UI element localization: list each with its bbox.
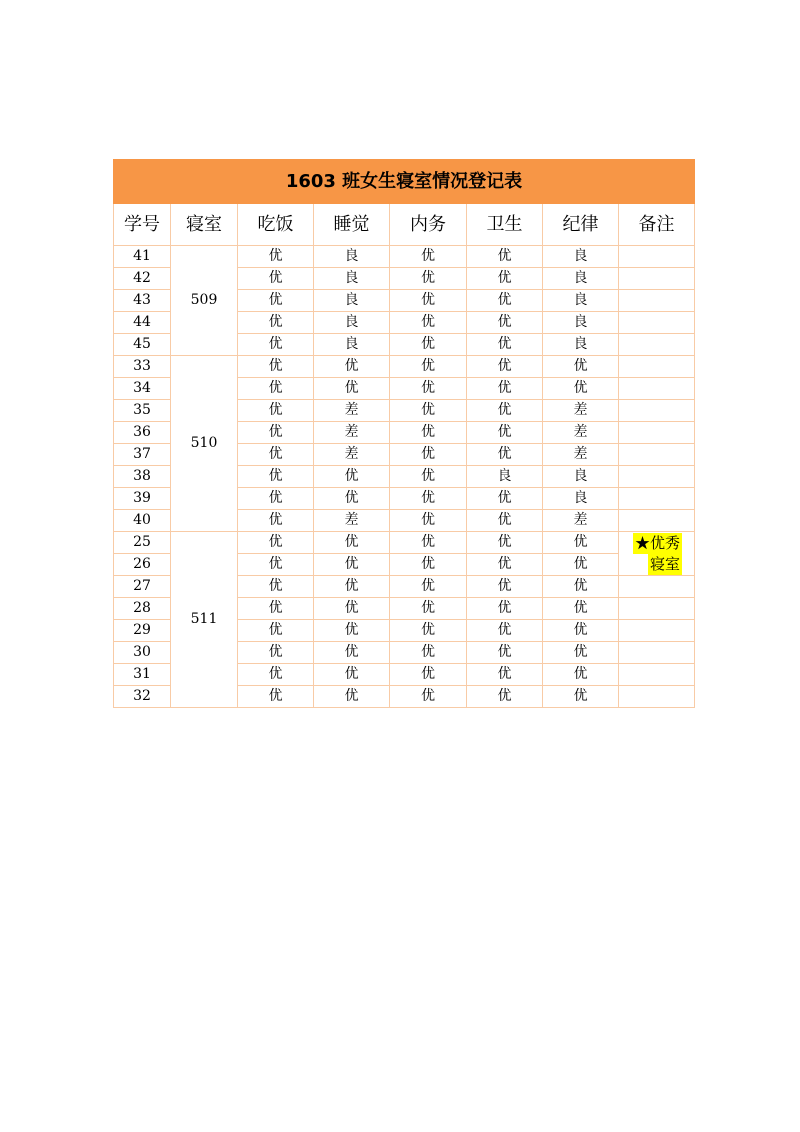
student-id-cell: 43 [114,290,171,312]
grade-cell: 优 [238,686,314,708]
grade-cell: 优 [543,598,619,620]
remark-empty-cell [619,312,695,334]
remark-empty-cell [619,686,695,708]
grade-cell: 优 [314,664,390,686]
grade-cell: 优 [543,576,619,598]
grade-cell: 差 [543,422,619,444]
grade-cell: 优 [314,466,390,488]
grade-cell: 优 [314,686,390,708]
grade-cell: 良 [543,466,619,488]
grade-cell: 优 [238,664,314,686]
remark-empty-cell [619,356,695,378]
grade-cell: 优 [543,532,619,554]
excellent-dorm-note: 寝室 [649,554,680,573]
grade-cell: 优 [390,334,467,356]
grade-cell: 优 [543,620,619,642]
student-id-cell: 34 [114,378,171,400]
grade-cell: 优 [238,444,314,466]
grade-cell: 差 [314,422,390,444]
grade-cell: 优 [314,488,390,510]
grade-cell: 优 [238,554,314,576]
column-header: 睡觉 [314,204,390,246]
student-id-cell: 45 [114,334,171,356]
grade-cell: 优 [238,598,314,620]
grade-cell: 优 [390,246,467,268]
remark-empty-cell [619,488,695,510]
grade-cell: 优 [543,356,619,378]
grade-cell: 优 [467,400,543,422]
student-id-cell: 31 [114,664,171,686]
dorm-room-cell: 511 [171,532,238,708]
grade-cell: 优 [467,686,543,708]
student-id-cell: 29 [114,620,171,642]
table-title: 1603 班女生寝室情况登记表 [114,160,695,204]
grade-cell: 优 [467,620,543,642]
grade-cell: 优 [467,268,543,290]
student-id-cell: 39 [114,488,171,510]
grade-cell: 优 [390,642,467,664]
grade-cell: 差 [543,400,619,422]
grade-cell: 优 [467,334,543,356]
student-id-cell: 26 [114,554,171,576]
grade-cell: 优 [314,378,390,400]
student-id-cell: 37 [114,444,171,466]
table-row [114,532,695,554]
grade-cell: 差 [314,444,390,466]
remark-empty-cell [619,664,695,686]
grade-cell: 良 [543,312,619,334]
column-header: 备注 [619,204,695,246]
grade-cell: 优 [390,356,467,378]
grade-cell: 差 [314,510,390,532]
grade-cell: 优 [467,510,543,532]
remark-empty-cell [619,422,695,444]
student-id-cell: 33 [114,356,171,378]
grade-cell: 良 [314,290,390,312]
column-header: 学号 [114,204,171,246]
grade-cell: 良 [314,334,390,356]
remark-empty-cell [619,466,695,488]
grade-cell: 优 [390,268,467,290]
grade-cell: 优 [467,488,543,510]
grade-cell: 优 [238,312,314,334]
grade-cell: 优 [390,532,467,554]
grade-cell: 良 [543,334,619,356]
remark-empty-cell [619,400,695,422]
grade-cell: 优 [390,664,467,686]
grade-cell: 优 [238,400,314,422]
grade-cell: 优 [314,576,390,598]
remark-line [619,554,694,575]
column-header: 卫生 [467,204,543,246]
grade-cell: 优 [467,422,543,444]
remark-empty-cell [619,510,695,532]
grade-cell: 优 [238,246,314,268]
grade-cell: 优 [238,334,314,356]
grade-cell: 优 [467,532,543,554]
grade-cell: 优 [390,620,467,642]
remark-line [619,533,694,554]
grade-cell: 优 [314,620,390,642]
grade-cell: 优 [238,268,314,290]
column-header: 吃饭 [238,204,314,246]
student-id-cell: 30 [114,642,171,664]
grade-cell: 优 [390,312,467,334]
grade-cell: 差 [314,400,390,422]
remark-empty-cell [619,268,695,290]
remark-empty-cell [619,576,695,598]
grade-cell: 优 [238,466,314,488]
grade-cell: 优 [467,642,543,664]
grade-cell: 优 [238,642,314,664]
grade-cell: 优 [467,598,543,620]
remark-empty-cell [619,642,695,664]
grade-cell: 优 [238,290,314,312]
grade-cell: 优 [390,554,467,576]
student-id-cell: 36 [114,422,171,444]
grade-cell: 优 [467,444,543,466]
student-id-cell: 42 [114,268,171,290]
grade-cell: 优 [390,576,467,598]
student-id-cell: 44 [114,312,171,334]
column-header: 内务 [390,204,467,246]
student-id-cell: 38 [114,466,171,488]
grade-cell: 优 [390,400,467,422]
column-header: 纪律 [543,204,619,246]
remark-empty-cell [619,290,695,312]
grade-cell: 优 [238,422,314,444]
remark-empty-cell [619,334,695,356]
grade-cell: 优 [467,554,543,576]
remark-empty-cell [619,246,695,268]
student-id-cell: 41 [114,246,171,268]
grade-cell: 优 [390,510,467,532]
grade-cell: 优 [467,664,543,686]
dorm-room-cell: 509 [171,246,238,356]
student-id-cell: 35 [114,400,171,422]
grade-cell: 优 [467,312,543,334]
grade-cell: 优 [467,246,543,268]
grade-cell: 优 [314,642,390,664]
grade-cell: 差 [543,444,619,466]
excellent-dorm-note: ★优秀 [634,533,680,552]
grade-cell: 优 [390,422,467,444]
grade-cell: 优 [390,444,467,466]
remark-empty-cell [619,620,695,642]
grade-cell: 优 [543,664,619,686]
grade-cell: 优 [238,576,314,598]
grade-cell: 优 [390,378,467,400]
grade-cell: 良 [314,268,390,290]
column-header: 寝室 [171,204,238,246]
table-body [114,246,695,708]
grade-cell: 优 [238,488,314,510]
student-id-cell: 32 [114,686,171,708]
grade-cell: 优 [314,554,390,576]
student-id-cell: 40 [114,510,171,532]
grade-cell: 优 [467,290,543,312]
grade-cell: 差 [543,510,619,532]
grade-cell: 优 [467,356,543,378]
table-row [114,356,695,378]
grade-cell: 优 [390,466,467,488]
grade-cell: 良 [314,246,390,268]
grade-cell: 优 [390,686,467,708]
grade-cell: 良 [314,312,390,334]
grade-cell: 优 [390,488,467,510]
grade-cell: 良 [467,466,543,488]
remark-cell [619,532,695,576]
remark-empty-cell [619,444,695,466]
remark-empty-cell [619,598,695,620]
grade-cell: 优 [543,554,619,576]
dorm-register-table [113,159,695,708]
remark-empty-cell [619,378,695,400]
student-id-cell: 25 [114,532,171,554]
grade-cell: 优 [543,642,619,664]
dorm-room-cell: 510 [171,356,238,532]
grade-cell: 优 [238,356,314,378]
grade-cell: 优 [314,532,390,554]
grade-cell: 优 [467,576,543,598]
grade-cell: 优 [467,378,543,400]
grade-cell: 优 [543,686,619,708]
grade-cell: 优 [543,378,619,400]
grade-cell: 良 [543,246,619,268]
grade-cell: 良 [543,488,619,510]
grade-cell: 优 [238,620,314,642]
grade-cell: 优 [314,598,390,620]
header-row [114,204,695,246]
grade-cell: 优 [390,290,467,312]
student-id-cell: 27 [114,576,171,598]
grade-cell: 优 [238,378,314,400]
grade-cell: 优 [238,532,314,554]
grade-cell: 优 [314,356,390,378]
grade-cell: 优 [238,510,314,532]
table-row [114,246,695,268]
grade-cell: 优 [390,598,467,620]
student-id-cell: 28 [114,598,171,620]
grade-cell: 良 [543,290,619,312]
grade-cell: 良 [543,268,619,290]
